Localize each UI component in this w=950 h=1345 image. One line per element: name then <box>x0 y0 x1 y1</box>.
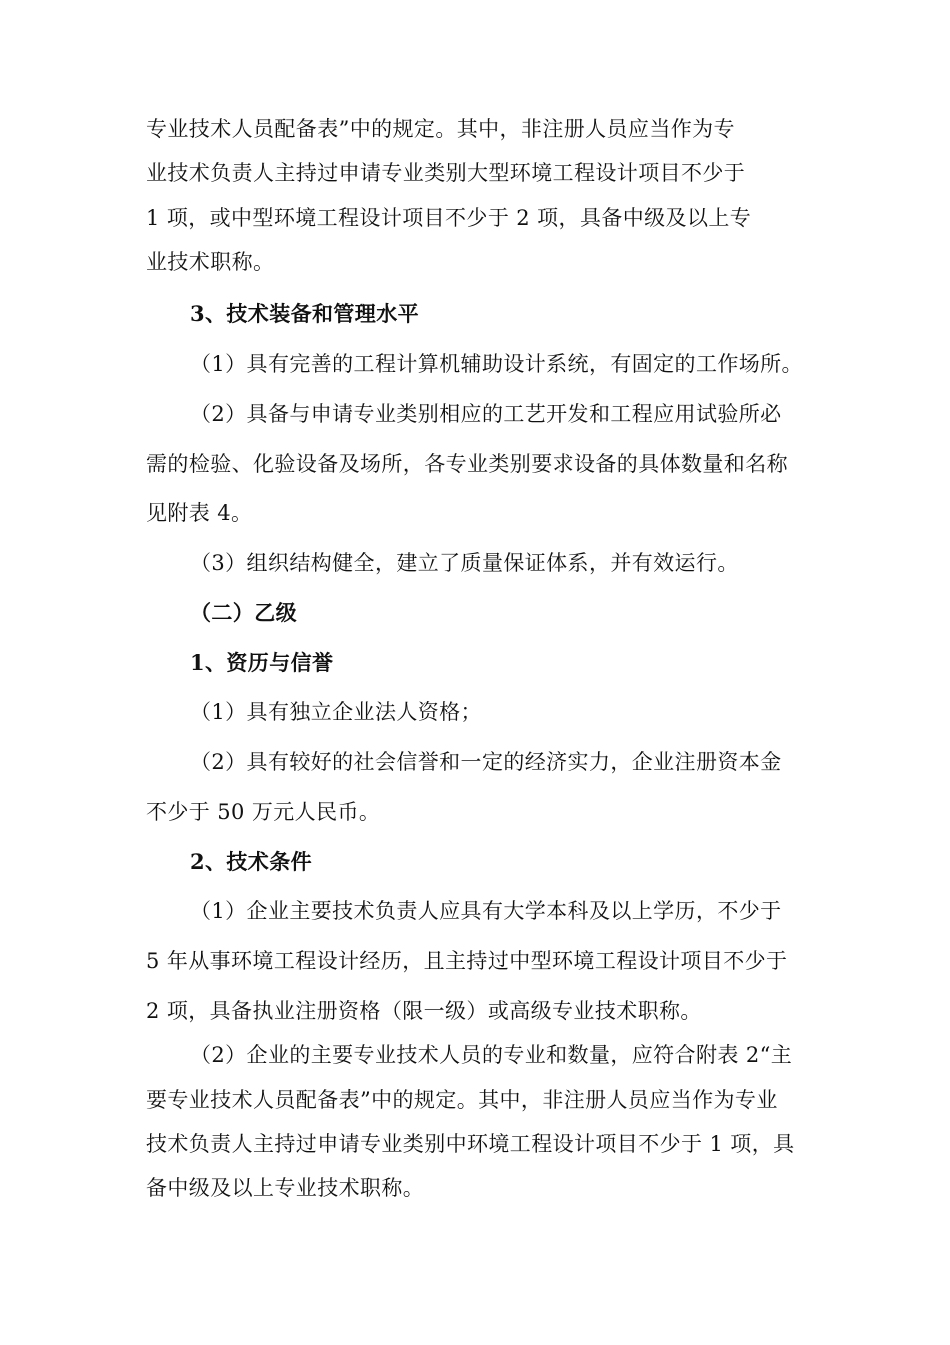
section-heading: 1、资历与信誉 <box>190 650 334 675</box>
section-heading: 2、技术条件 <box>190 849 313 874</box>
text-line: 业技术负责人主持过申请专业类别大型环境工程设计项目不少于 <box>146 161 746 185</box>
text-line: （1）具有完善的工程计算机辅助设计系统，有固定的工作场所。 <box>190 352 803 376</box>
text-line: 1 项，或中型环境工程设计项目不少于 2 项，具备中级及以上专 <box>146 206 752 230</box>
text-line: 业技术职称。 <box>146 250 275 274</box>
text-line: 技术负责人主持过申请专业类别中环境工程设计项目不少于 1 项，具 <box>146 1132 795 1156</box>
text-line: （1）企业主要技术负责人应具有大学本科及以上学历，不少于 <box>190 899 782 923</box>
text-line: （3）组织结构健全，建立了质量保证体系，并有效运行。 <box>190 551 739 575</box>
section-heading: （二）乙级 <box>190 600 297 625</box>
text-line: 不少于 50 万元人民币。 <box>146 800 381 824</box>
section-heading: 3、技术装备和管理水平 <box>190 301 420 326</box>
text-line: 需的检验、化验设备及场所，各专业类别要求设备的具体数量和名称 <box>146 452 788 476</box>
text-line: （2）企业的主要专业技术人员的专业和数量，应符合附表 2“主 <box>190 1043 793 1067</box>
text-line: 2 项，具备执业注册资格（限一级）或高级专业技术职称。 <box>146 999 702 1023</box>
text-line: （2）具有较好的社会信誉和一定的经济实力，企业注册资本金 <box>190 750 782 774</box>
text-line: （1）具有独立企业法人资格； <box>190 700 482 724</box>
text-line: 见附表 4。 <box>146 501 253 525</box>
text-line: 备中级及以上专业技术职称。 <box>146 1176 425 1200</box>
text-line: 5 年从事环境工程设计经历，且主持过中型环境工程设计项目不少于 <box>146 949 788 973</box>
text-line: 要专业技术人员配备表”中的规定。其中，非注册人员应当作为专业 <box>146 1088 778 1112</box>
text-line: （2）具备与申请专业类别相应的工艺开发和工程应用试验所必 <box>190 402 782 426</box>
text-line: 专业技术人员配备表”中的规定。其中，非注册人员应当作为专 <box>146 117 735 141</box>
